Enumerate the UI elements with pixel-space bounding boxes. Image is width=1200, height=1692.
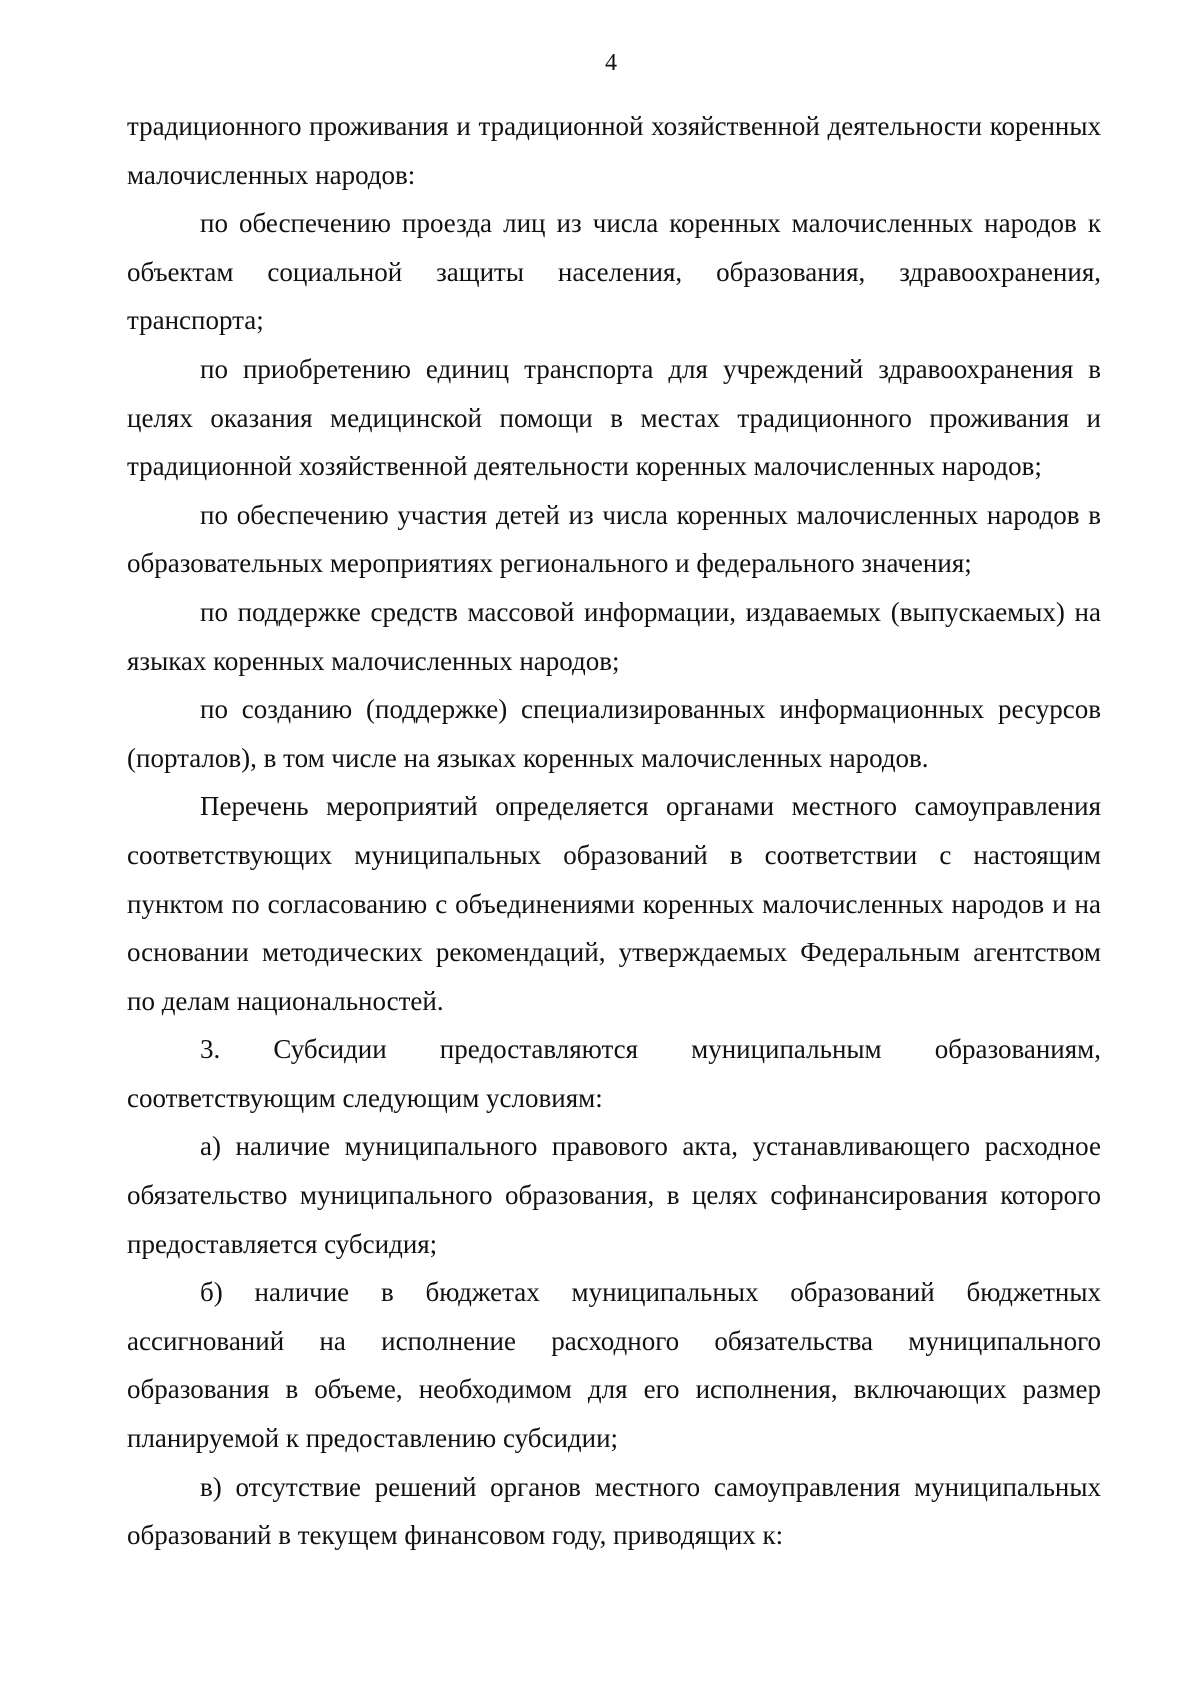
paragraph-travel-support: по обеспечению проезда лиц из числа коренных малочисленных народов к объектам социальной защиты населения, образования, здравоохранения, транспорта; [127, 208, 1101, 336]
paragraph-item-3: 3. Субсидии предоставляются муниципальным образованиям, соответствующим следующим условиям: [127, 1034, 1101, 1113]
document-body [127, 102, 1101, 1560]
paragraph-children-participation: по обеспечению участия детей из числа коренных малочисленных народов в образовательных мероприятиях регионального и федерального значения; [127, 499, 1101, 579]
paragraph-continuation: традиционного проживания и традиционной хозяйственной деятельности коренных малочисленных народов: [127, 111, 1101, 190]
paragraph-condition-b: б) наличие в бюджетах муниципальных образований бюджетных ассигнований на исполнение расходного обязательства муниципального образования в объеме, необходимом для его исполнения, включающих размер планируемой к предоставлению субсидии; [127, 1277, 1101, 1454]
paragraph-measures-list: Перечень мероприятий определяется органами местного самоуправления соответствующих муниципальных образований в соответствии с настоящим пунктом по согласованию с объединениями коренных малочисленных народов и на основании методических рекомендаций, утверждаемых Федеральным агентством по делам национальностей. [127, 791, 1101, 1016]
page-number: 4 [605, 50, 617, 76]
paragraph-condition-a: а) наличие муниципального правового акта, устанавливающего расходное обязательство муниципального образования, в целях софинансирования которого предоставляется субсидия; [127, 1131, 1101, 1259]
paragraph-media-support: по поддержке средств массовой информации, издаваемых (выпускаемых) на языках коренных малочисленных народов; [127, 596, 1101, 676]
paragraph-condition-v: в) отсутствие решений органов местного самоуправления муниципальных образований в текущем финансовом году, приводящих к: [127, 1471, 1101, 1551]
paragraph-transport-purchase: по приобретению единиц транспорта для учреждений здравоохранения в целях оказания медицинской помощи в местах традиционного проживания и традиционной хозяйственной деятельности коренных малочисленных народов; [127, 353, 1101, 482]
paragraph-information-resources: по созданию (поддержке) специализированных информационных ресурсов (порталов), в том числе на языках коренных малочисленных народов. [127, 694, 1101, 773]
